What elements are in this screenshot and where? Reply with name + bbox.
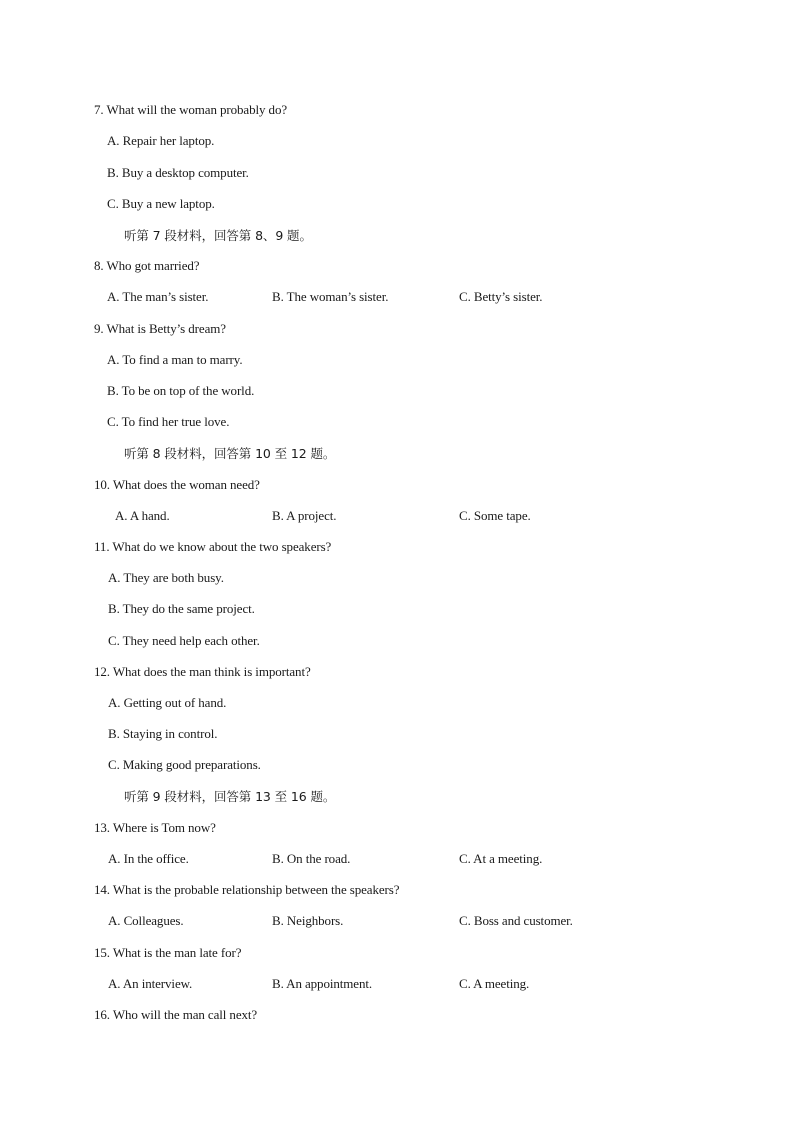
question-12-option-a: A. Getting out of hand. [108,695,227,710]
question-9-option-b: B. To be on top of the world. [107,383,255,398]
question-7-option-c: C. Buy a new laptop. [107,196,215,211]
question-11-option-b: B. They do the same project. [108,601,255,616]
question-8-stem: 8. Who got married? [94,258,200,273]
question-7-option-a: A. Repair her laptop. [107,133,215,148]
question-13-stem: 13. Where is Tom now? [94,820,216,835]
question-10-stem: 10. What does the woman need? [94,477,260,492]
question-15-option-a: A. An interview. [108,976,193,991]
question-12-stem: 12. What does the man think is important? [94,664,311,679]
question-11-stem: 11. What do we know about the two speakers? [94,539,332,554]
question-9-option-c: C. To find her true love. [107,414,230,429]
question-13-option-a: A. In the office. [108,851,189,866]
question-7-stem: 7. What will the woman probably do? [94,102,288,117]
question-9-option-a: A. To find a man to marry. [107,352,243,367]
question-13-option-b: B. On the road. [272,851,351,866]
question-14-option-a: A. Colleagues. [108,913,184,928]
question-10-option-b: B. A project. [272,508,337,523]
question-14-option-c: C. Boss and customer. [459,913,573,928]
section-instruction-2: 听第 8 段材料，回答第 10 至 12 题。 [124,446,336,461]
question-13-option-c: C. At a meeting. [459,851,543,866]
question-12-option-c: C. Making good preparations. [108,757,261,772]
question-9-stem: 9. What is Betty’s dream? [94,321,226,336]
question-11-option-c: C. They need help each other. [108,633,260,648]
question-8-option-a: A. The man’s sister. [107,289,209,304]
question-14-option-b: B. Neighbors. [272,913,344,928]
question-12-option-b: B. Staying in control. [108,726,218,741]
question-15-option-c: C. A meeting. [459,976,530,991]
section-instruction-1: 听第 7 段材料，回答第 8、9 题。 [124,228,312,243]
question-14-stem: 14. What is the probable relationship between the speakers? [94,882,400,897]
question-7-option-b: B. Buy a desktop computer. [107,165,249,180]
section-instruction-3: 听第 9 段材料，回答第 13 至 16 题。 [124,789,336,804]
question-15-option-b: B. An appointment. [272,976,373,991]
question-8-option-b: B. The woman’s sister. [272,289,389,304]
question-16-stem: 16. Who will the man call next? [94,1007,258,1022]
question-11-option-a: A. They are both busy. [108,570,224,585]
question-8-option-c: C. Betty’s sister. [459,289,543,304]
question-15-stem: 15. What is the man late for? [94,945,242,960]
question-10-option-a: A. A hand. [115,508,170,523]
question-10-option-c: C. Some tape. [459,508,531,523]
